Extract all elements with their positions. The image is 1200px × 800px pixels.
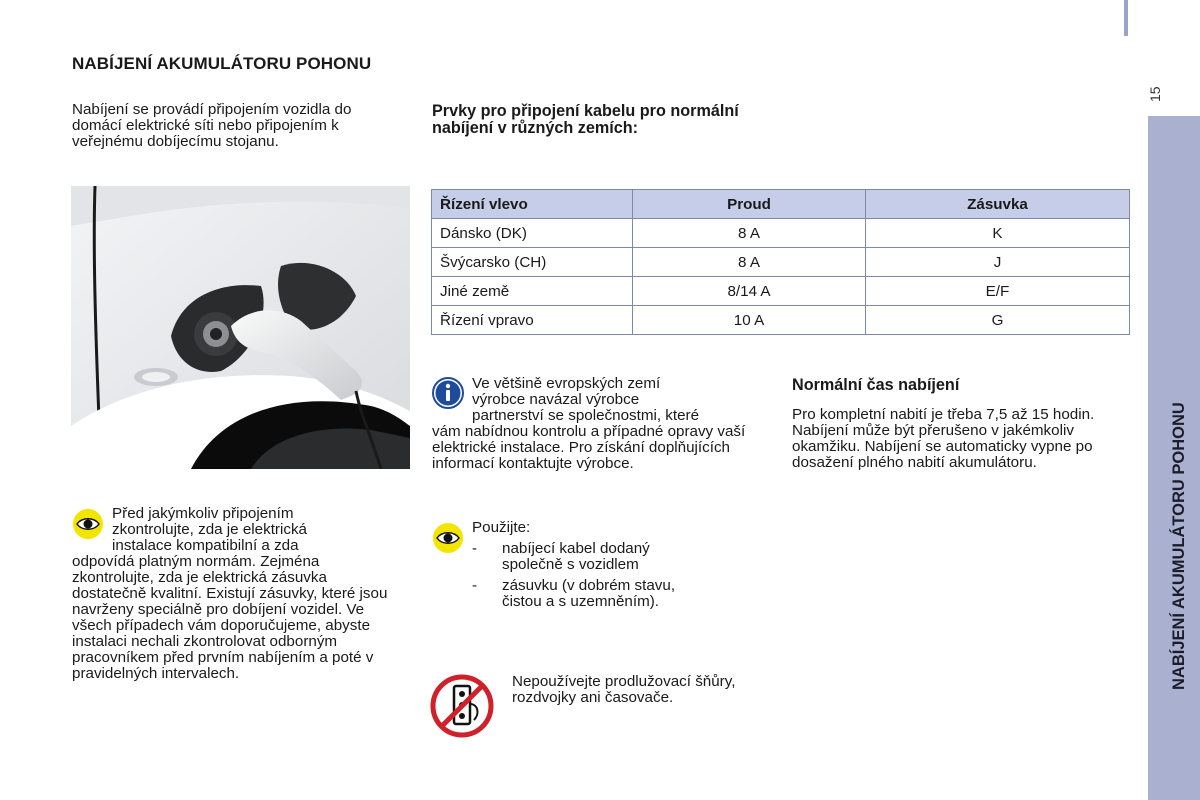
normal-time-text: Pro kompletní nabití je třeba 7,5 až 15 hodin. Nabíjení může být přerušeno v jakémkoliv okamžiku. Nabíjení se automaticky vypne po dosažení plného nabití akumulátoru. <box>792 406 1095 471</box>
table-row <box>432 277 1130 306</box>
connectors-heading: Prvky pro připojení kabelu pro normální nabíjení v různých zemích: <box>432 102 739 137</box>
list-item-text: společně s vozidlem <box>502 556 639 573</box>
table-cell: Dánsko (DK) <box>432 219 633 248</box>
table-row <box>432 306 1130 335</box>
table-row <box>432 248 1130 277</box>
intro-text: Nabíjení se provádí připojením vozidla do domácí elektrické síti nebo připojením k veřejnému dobíjecímu stojanu. <box>72 101 352 150</box>
no-extension-cord-icon <box>430 674 494 738</box>
list-item-text: čistou a s uzemněním). <box>502 593 659 610</box>
connector-table <box>431 189 1130 335</box>
top-divider <box>1124 0 1128 36</box>
table-header-row <box>432 190 1130 219</box>
page-title: NABÍJENÍ AKUMULÁTORU POHONU <box>72 54 372 73</box>
table-cell: 8 A <box>633 248 866 277</box>
table-cell: 8/14 A <box>633 277 866 306</box>
list-item-text: zásuvku (v dobrém stavu, <box>502 577 676 594</box>
table-row <box>432 219 1130 248</box>
list-item <box>472 541 732 573</box>
column-header: Zásuvka <box>866 190 1130 219</box>
table-cell: K <box>866 219 1130 248</box>
list-item <box>472 578 732 610</box>
table-cell: Švýcarsko (CH) <box>432 248 633 277</box>
table-cell: J <box>866 248 1130 277</box>
page-number: 15 <box>1147 86 1163 102</box>
info-note-body: vám nabídnou kontrolu a případné opravy vaší elektrické instalace. Pro získání doplňujících informací kontaktujte výrobce. <box>432 423 746 472</box>
table-cell: G <box>866 306 1130 335</box>
table-cell: Jiné země <box>432 277 633 306</box>
check-note: Před jakýmkoliv připojením zkontrolujte, zda je elektrická instalace kompatibilní a zda odpovídá platným normám. Zejména zkontrolujte, zda je elektrická zásuvka dostatečně kvalitní. Existují zásuvky, které jsou navrženy speciálně pro dobíjení vozidel. Ve všech případech vám doporučujeme, abyste instalaci nechali zkontrolovat odborným pracovníkem před prvním nabíjením a poté v pravidelných intervalech. <box>72 505 388 682</box>
list-dash: - <box>472 540 478 557</box>
table-cell: 10 A <box>633 306 866 335</box>
normal-time-heading: Normální čas nabíjení <box>792 376 960 394</box>
prohibit-note: Nepoužívejte prodlužovací šňůry, rozdvojky ani časovače. <box>512 673 736 706</box>
table-cell: E/F <box>866 277 1130 306</box>
list-item-text: nabíjecí kabel dodaný <box>502 540 650 557</box>
list-dash: - <box>472 577 478 594</box>
column-header: Proud <box>633 190 866 219</box>
info-note: Ve většině evropských zemí výrobce navázal výrobce partnerství se společnostmi, které vám nabídnou kontrolu a případné opravy vaší elektrické instalace. Pro získání doplňujících informací kontaktujte výrobce. <box>432 376 772 472</box>
column-header: Řízení vlevo <box>432 190 633 219</box>
table-cell: 8 A <box>633 219 866 248</box>
eye-icon <box>432 522 464 554</box>
charging-illustration <box>71 186 410 469</box>
charging-socket-photo <box>71 186 410 469</box>
side-tab-label: NABÍJENÍ AKUMULÁTORU POHONU <box>1170 402 1188 690</box>
table-cell: Řízení vpravo <box>432 306 633 335</box>
use-label: Použijte: <box>472 519 531 536</box>
